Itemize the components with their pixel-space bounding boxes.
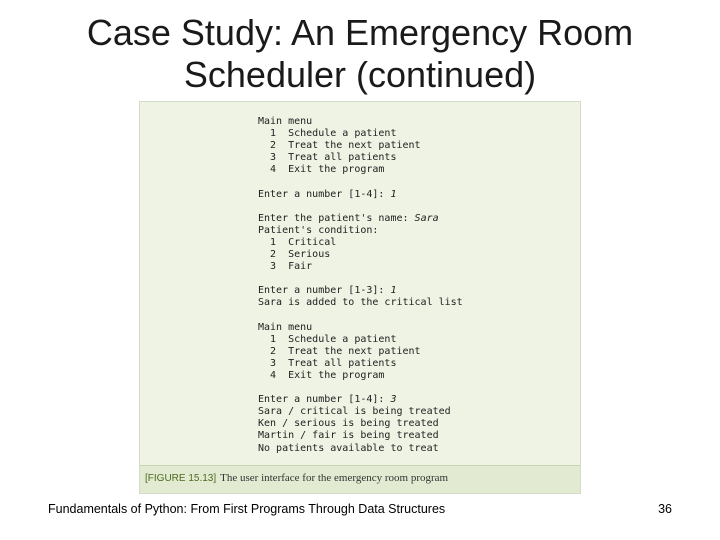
figure-caption bbox=[145, 472, 448, 484]
console-line-text: 3 Fair bbox=[258, 261, 313, 273]
console-user-input: 1 bbox=[390, 285, 397, 297]
console-line-text: Enter a number [1-3]: bbox=[258, 285, 391, 297]
console-line bbox=[258, 164, 463, 176]
console-line bbox=[258, 394, 463, 406]
footer-text: Fundamentals of Python: From First Programs Through Data Structures bbox=[48, 502, 446, 516]
console-line-text: 1 Schedule a patient bbox=[258, 333, 397, 345]
console-line-text: Main menu bbox=[258, 116, 313, 127]
console-line-text: 4 Exit the program bbox=[258, 369, 385, 381]
console-line bbox=[258, 406, 463, 418]
console-line bbox=[258, 213, 463, 225]
console-line-text: Enter a number [1-4]: bbox=[258, 394, 391, 406]
console-line-text: 3 Treat all patients bbox=[258, 357, 397, 369]
console-user-input: 3 bbox=[390, 394, 397, 406]
console-user-input: Sara bbox=[414, 212, 439, 224]
console-line-text: 2 Treat the next patient bbox=[258, 140, 421, 152]
console-line-text: Enter the patient's name: bbox=[258, 212, 415, 224]
console-line-text: Sara is added to the critical list bbox=[258, 297, 463, 309]
console-line bbox=[258, 382, 463, 394]
page-number: 36 bbox=[658, 502, 672, 516]
slide-title-line-2: Scheduler (continued) bbox=[183, 54, 537, 95]
console-line-text: 1 Critical bbox=[258, 236, 337, 248]
console-line bbox=[258, 358, 463, 370]
console-line-text: 1 Schedule a patient bbox=[258, 128, 397, 140]
console-line bbox=[258, 346, 463, 358]
console-line bbox=[258, 152, 463, 164]
console-line bbox=[258, 225, 463, 237]
console-transcript bbox=[258, 116, 463, 455]
console-line bbox=[258, 189, 463, 201]
console-line bbox=[258, 310, 463, 322]
console-line bbox=[258, 334, 463, 346]
console-line-text: Martin / fair is being treated bbox=[258, 430, 439, 442]
console-line bbox=[258, 273, 463, 285]
console-line bbox=[258, 237, 463, 249]
console-line bbox=[258, 176, 463, 188]
console-line-text: No patients available to treat bbox=[258, 442, 439, 454]
console-line bbox=[258, 140, 463, 152]
console-line-text: Ken / serious is being treated bbox=[258, 418, 439, 430]
console-line bbox=[258, 128, 463, 140]
console-line bbox=[258, 261, 463, 273]
slide-title-line-1: Case Study: An Emergency Room bbox=[86, 12, 634, 53]
console-line bbox=[258, 249, 463, 261]
console-line bbox=[258, 430, 463, 442]
console-line-text: Patient's condition: bbox=[258, 224, 379, 236]
console-line bbox=[258, 116, 463, 128]
console-line bbox=[258, 285, 463, 297]
console-line-text: Enter a number [1-4]: bbox=[258, 188, 391, 200]
figure-caption-text: The user interface for the emergency room program bbox=[220, 472, 449, 484]
console-line bbox=[258, 370, 463, 382]
console-line-text: 3 Treat all patients bbox=[258, 152, 397, 164]
figure-panel bbox=[139, 101, 581, 494]
console-line bbox=[258, 443, 463, 455]
console-user-input: 1 bbox=[390, 188, 397, 200]
console-line bbox=[258, 418, 463, 430]
slide-title bbox=[0, 12, 720, 96]
console-line bbox=[258, 297, 463, 309]
console-line bbox=[258, 322, 463, 334]
console-line-text: 4 Exit the program bbox=[258, 164, 385, 176]
console-line-text: 2 Serious bbox=[258, 249, 331, 261]
figure-caption-bar bbox=[140, 465, 580, 493]
figure-label: [FIGURE 15.13] bbox=[145, 473, 217, 484]
console-line-text: Main menu bbox=[258, 321, 313, 333]
console-line bbox=[258, 201, 463, 213]
console-line-text: 2 Treat the next patient bbox=[258, 345, 421, 357]
console-line-text: Sara / critical is being treated bbox=[258, 406, 451, 418]
